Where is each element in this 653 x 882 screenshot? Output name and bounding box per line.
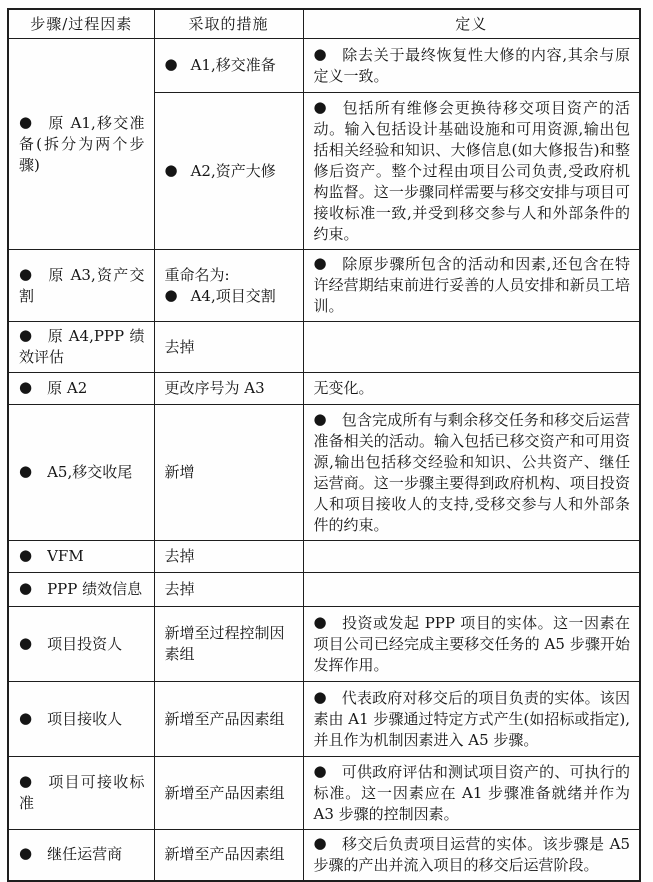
definition-cell [303, 93, 640, 250]
bullet-icon: ● [19, 579, 33, 597]
cell-paragraph: 去掉 [164, 580, 195, 598]
definition-cell [303, 607, 640, 682]
bullet-icon: ● [19, 112, 33, 131]
measure-cell [154, 830, 303, 881]
factor-cell [8, 250, 154, 322]
table-row [8, 250, 640, 322]
factor-cell [8, 373, 154, 405]
cell-paragraph: ● 移交后负责项目运营的实体。该步骤是 A5 步骤的产出并流入项目的移交后运营阶段。 [313, 833, 630, 874]
factor-cell [8, 541, 154, 573]
cell-paragraph: ● 原 A1,移交准备(拆分为两个步骤) [19, 112, 145, 174]
bullet-icon: ● [313, 612, 327, 631]
factor-cell [8, 405, 154, 541]
table-row [8, 322, 640, 373]
revision-table [7, 8, 641, 882]
measure-cell [154, 322, 303, 373]
cell-paragraph: ● 项目可接收标准 [19, 772, 145, 812]
cell-paragraph: ● 原 A4,PPP 绩效评估 [19, 326, 145, 366]
definition-cell [303, 682, 640, 757]
cell-paragraph: ● 除原步骤所包含的活动和因素,还包含在特许经营期结束前进行妥善的人员安排和新员工培训。 [313, 254, 630, 315]
cell-paragraph: ● A1,移交准备 [164, 55, 276, 74]
cell-paragraph: 无变化。 [313, 379, 374, 397]
cell-paragraph: ● VFM [19, 546, 84, 565]
bullet-icon: ● [19, 772, 33, 790]
cell-paragraph: 重命名为: [164, 265, 230, 284]
definition-cell [303, 405, 640, 541]
factor-cell [8, 682, 154, 757]
table-row [8, 830, 640, 881]
factor-cell [8, 573, 154, 607]
factor-cell [8, 39, 154, 250]
column-header-factor: 步骤/过程因素 [8, 9, 154, 39]
column-header-measure: 采取的措施 [154, 9, 303, 39]
bullet-icon: ● [313, 254, 327, 272]
cell-paragraph: 去掉 [164, 547, 195, 565]
bullet-icon: ● [19, 633, 33, 652]
measure-cell [154, 93, 303, 250]
cell-paragraph: ● 投资或发起 PPP 项目的实体。这一因素在项目公司已经完成主要移交任务的 A5 步骤开始发挥作用。 [313, 612, 630, 674]
measure-cell [154, 607, 303, 682]
cell-paragraph: ● A2,资产大修 [164, 160, 276, 180]
definition-cell [303, 757, 640, 830]
bullet-icon: ● [19, 264, 33, 283]
cell-paragraph: ● 继任运营商 [19, 844, 123, 864]
cell-paragraph: ● 包括所有维修会更换待移交项目资产的活动。输入包括设计基础设施和可用资源,输出包括相关经验和知识、大修信息(如大修报告)和整修后资产。整个过程由项目公司负责,受政府机构监督。这一步骤同样需要与移交安排与项目可接收标准一致,并受到移交参与人和外部条件的约束。 [313, 97, 630, 243]
cell-paragraph: 新增至产品因素组 [164, 709, 285, 728]
bullet-icon: ● [19, 844, 33, 863]
measure-cell [154, 405, 303, 541]
measure-cell [154, 682, 303, 757]
table-row [8, 573, 640, 607]
cell-paragraph: ● 项目投资人 [19, 633, 123, 653]
bullet-icon: ● [313, 761, 327, 780]
definition-cell [303, 541, 640, 573]
cell-paragraph: 新增至产品因素组 [164, 783, 285, 802]
bullet-icon: ● [164, 285, 178, 304]
cell-paragraph: 更改序号为 A3 [164, 379, 265, 397]
cell-paragraph: ● 除去关于最终恢复性大修的内容,其余与原定义一致。 [313, 44, 630, 85]
bullet-icon: ● [164, 160, 178, 179]
cell-paragraph: ● A4,项目交割 [164, 285, 276, 305]
cell-paragraph: ● 包含完成所有与剩余移交任务和移交后运营准备相关的活动。输入包括已移交资产和可用资源,输出包括移交经验和知识、公共资产、继任运营商。这一步骤主要得到政府机构、项目投资人和项目接收人的支持,受移交参与人和外部条件的约束。 [313, 409, 630, 534]
factor-cell [8, 830, 154, 881]
table-header-row [8, 9, 640, 39]
definition-cell [303, 250, 640, 322]
cell-paragraph: ● PPP 绩效信息 [19, 579, 143, 598]
definition-cell [303, 39, 640, 93]
cell-paragraph: 新增至产品因素组 [164, 845, 285, 864]
bullet-icon: ● [313, 44, 327, 63]
bullet-icon: ● [19, 462, 33, 480]
definition-cell [303, 322, 640, 373]
table-row [8, 39, 640, 93]
measure-cell [154, 757, 303, 830]
measure-cell [154, 573, 303, 607]
table-row [8, 405, 640, 541]
factor-cell [8, 757, 154, 830]
cell-paragraph: 新增 [164, 463, 195, 481]
cell-paragraph: ● 可供政府评估和测试项目资产的、可执行的标准。这一因素应在 A1 步骤准备就绪并作为 A3 步骤的控制因素。 [313, 761, 630, 823]
definition-cell [303, 830, 640, 881]
definition-cell [303, 573, 640, 607]
cell-paragraph: ● A5,移交收尾 [19, 462, 133, 481]
bullet-icon: ● [164, 55, 178, 73]
measure-cell [154, 250, 303, 322]
cell-paragraph: 新增至过程控制因素组 [164, 624, 285, 663]
table-row [8, 607, 640, 682]
bullet-icon: ● [313, 687, 327, 706]
definition-cell [303, 373, 640, 405]
bullet-icon: ● [313, 833, 327, 852]
bullet-icon: ● [313, 97, 327, 116]
measure-cell [154, 541, 303, 573]
table-row [8, 757, 640, 830]
bullet-icon: ● [313, 409, 327, 428]
table-row [8, 541, 640, 573]
column-header-definition: 定义 [303, 9, 640, 39]
factor-cell [8, 607, 154, 682]
table-body [8, 39, 640, 881]
cell-paragraph: ● 原 A2 [19, 378, 88, 397]
table-row [8, 682, 640, 757]
table-row [8, 373, 640, 405]
bullet-icon: ● [19, 326, 33, 344]
cell-paragraph: ● 原 A3,资产交割 [19, 264, 145, 305]
cell-paragraph: ● 代表政府对移交后的项目负责的实体。该因素由 A1 步骤通过特定方式产生(如招标或指定),并且作为机制因素进入 A5 步骤。 [313, 687, 630, 749]
measure-cell [154, 39, 303, 93]
factor-cell [8, 322, 154, 373]
bullet-icon: ● [19, 708, 33, 727]
measure-cell [154, 373, 303, 405]
cell-paragraph: ● 项目接收人 [19, 708, 123, 728]
bullet-icon: ● [19, 546, 33, 564]
bullet-icon: ● [19, 378, 33, 396]
cell-paragraph: 去掉 [164, 337, 195, 356]
